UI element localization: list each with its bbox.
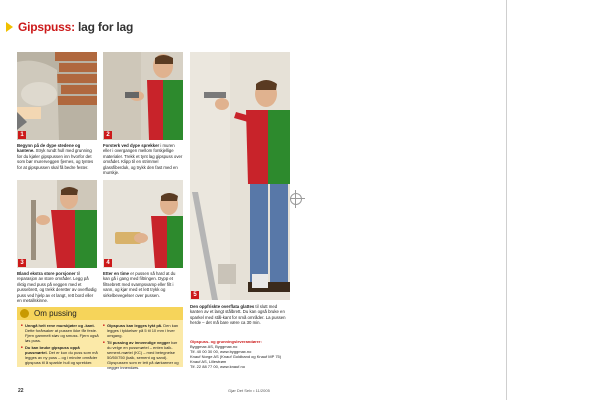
info-box-title: Om pussing [34, 309, 77, 318]
article-header [6, 20, 133, 34]
supplier-line: Knauf AS, Lillestrøm [190, 359, 227, 364]
title-accent: Gipspuss: [18, 20, 75, 34]
title-arrow-icon [6, 22, 13, 32]
article-title [18, 20, 133, 34]
info-tip-bold: Unngå helt rene murskjøter og -kant. [25, 323, 95, 328]
info-column-right [103, 323, 181, 372]
registration-mark [290, 193, 302, 205]
info-tip-text: bør du velge en pussmørtel – enten kalk-sement-mørtel (KC) – med betegnelse 50/50/750 (kalk, sement og sand). Gipspussen som er lett på dørkarmer og vegger innendørs. [107, 340, 179, 370]
page-number: 22 [18, 388, 24, 394]
step-5-badge: 5 [191, 291, 199, 299]
page-edge-rule [506, 0, 507, 400]
title-rest: lag for lag [74, 20, 134, 34]
info-tip [21, 323, 99, 343]
supplier-line: Tlf. 22 88 77 00, www.knauf.no [190, 364, 245, 369]
step-4-caption-text: er pussen så hard at du kan gå i gang med filtringen. Dypp et filtsebrett med svampsvamp eller filt i vann, og kjør med et lett trykk og sirkelbevegelser over pussen. [103, 271, 176, 298]
supplier-title: Gipspuss- og grunningsleverandører: [190, 339, 262, 344]
step-1-caption [17, 143, 97, 170]
step-5-caption-bold: Den oppfriskte overflata glattes [190, 304, 255, 309]
info-column-left [21, 323, 99, 367]
info-tip [103, 323, 181, 338]
step-2-caption-text: i muren eller i overgangen mellom forskjellige materialer. Trekk et tynt lag gipspuss over området. Klipp til en strimmel glassfiberduk, og trykk den fast med en murskje. [103, 143, 183, 176]
info-box-header [17, 307, 183, 320]
step-3-caption-text: til reparasjon av store områder. Legg på riktig med puss på veggen med et pussebrett, og trekk deretter av overflødig puss ved hjelp av et langt, rett bord eller en metallskinne. [17, 271, 97, 304]
step-4-caption-bold: Etter en time [103, 271, 130, 276]
step-2-photo [103, 52, 183, 140]
step-4-badge: 4 [104, 259, 112, 267]
magazine-footer: Gjør Det Selv • 11/2005 [228, 388, 270, 393]
info-tip-text: Det er kun du puss som må legges av ny puss – og i mindre områder gipspuss til å sparkle hull og sprekker. [25, 350, 98, 365]
info-tip-text: Dette forårsaker at pussen ikke får feste. Fjern gammelt støv og smuss. Fjern også løs puss. [25, 328, 99, 343]
step-4-photo [103, 180, 183, 268]
step-2-caption-bold: Forsterk ved dype sprekker [103, 143, 160, 148]
info-tip [21, 345, 99, 365]
step-5-photo [190, 52, 290, 300]
step-1-photo [17, 52, 97, 140]
step-3-caption [17, 271, 97, 303]
info-tip [103, 340, 181, 370]
step-1-caption-text: Stryk rundt hull med grunning før du kjøler gipspussen inn hvorfor det som bør murerveggen fjernes, og tyntes for at gipspussen skal få bedre fester. [17, 148, 94, 170]
step-3-photo [17, 180, 97, 268]
supplier-contacts [190, 339, 305, 369]
step-2-caption [103, 143, 183, 175]
supplier-line: Byggmax AS, Byggmax.no [190, 344, 238, 349]
supplier-line: Tlf. 40 00 30 00, www.byggmax.no [190, 349, 252, 354]
step-4-caption [103, 271, 183, 298]
step-5-caption-text: til slutt med kanten av et langt stålbrett. Du kan også bruke en sparkel med stål-kant for små områder. La pussen herde – det må bare være ca 30 min. [190, 304, 286, 326]
info-tip-text: Den kan legges i tykkelser på 5 til 10 mm i hver omgang. [107, 323, 179, 338]
supplier-line: Knauf Norge AS (Knauf Goldband og Knauf MP 75) [190, 354, 282, 359]
info-tip-bold: Du kan bruke gipspuss oppå pussmørtel. [25, 345, 80, 355]
step-1-badge: 1 [18, 131, 26, 139]
info-tip-bold: Gipspuss kan legges tykt på. [107, 323, 163, 328]
step-3-badge: 3 [18, 259, 26, 267]
step-5-caption [190, 304, 290, 326]
step-2-badge: 2 [104, 131, 112, 139]
info-bulb-icon [20, 309, 29, 318]
step-1-caption-bold: Begynn på de dype stedene og kantene. [17, 143, 81, 154]
info-box [17, 307, 183, 370]
step-3-caption-bold: Bland ekstra store porsjoner [17, 271, 76, 276]
info-tip-bold: Til pussing av innvendige vegger [107, 340, 171, 345]
